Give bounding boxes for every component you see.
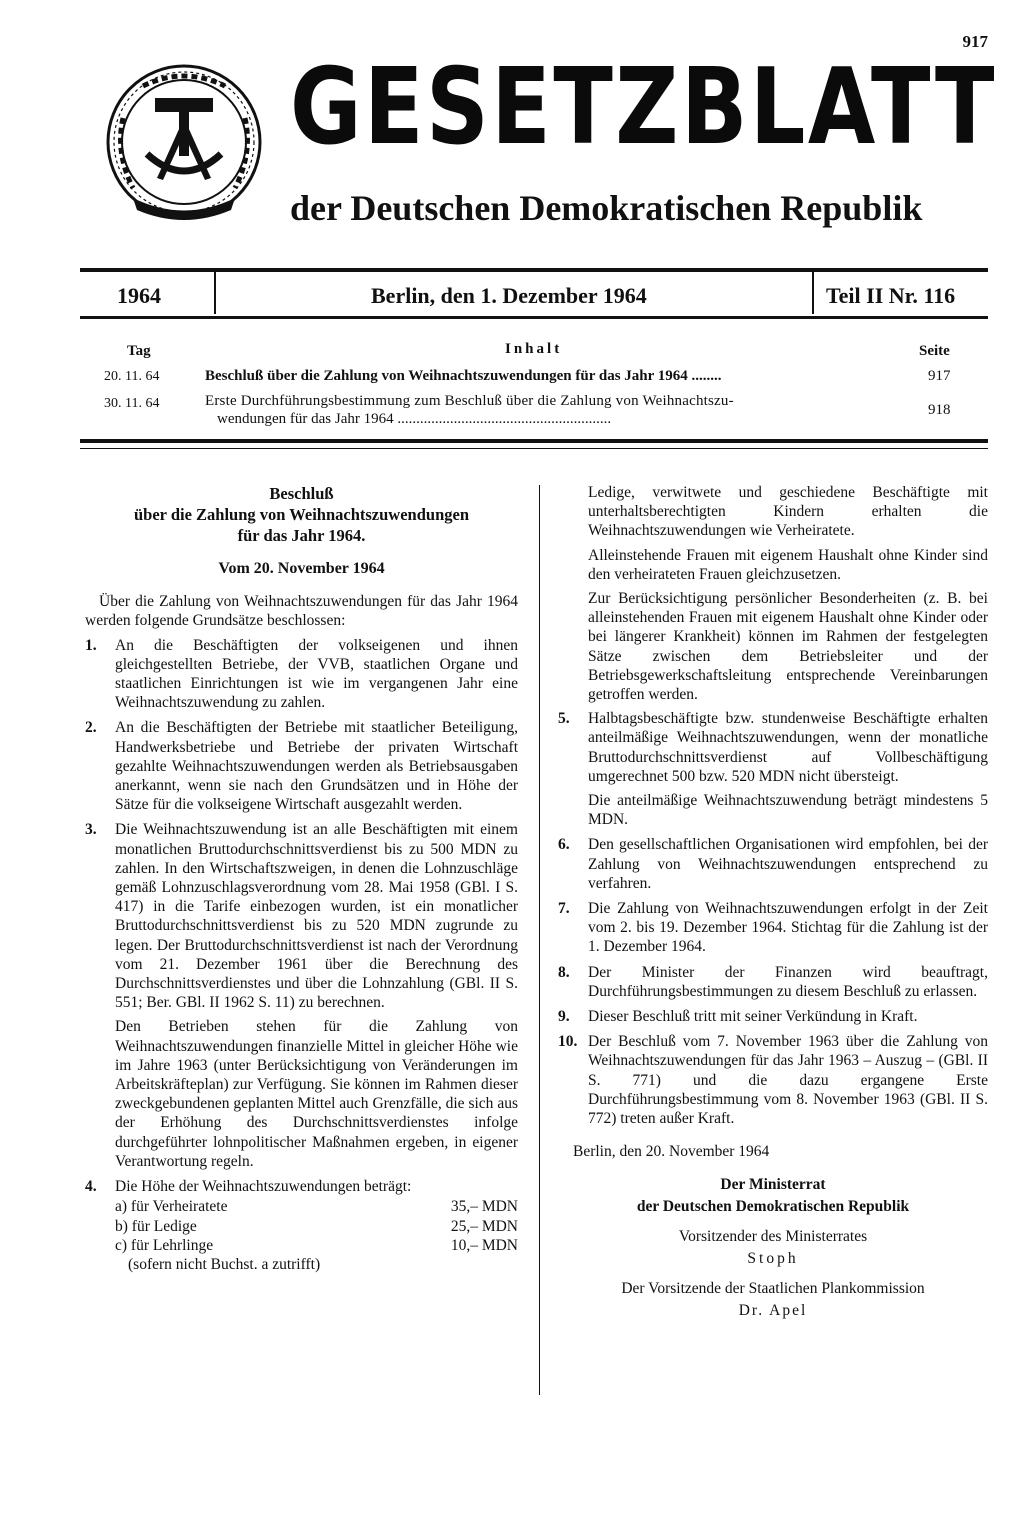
toc-page: 918 bbox=[928, 402, 951, 418]
toc-entry: Erste Durchführungsbestimmung zum Beschluß über die Zahlung von Weihnachtszu- bbox=[205, 393, 734, 409]
publication-title: GESETZBLATT bbox=[290, 46, 997, 168]
list-item bbox=[85, 820, 518, 1171]
amount-label: b) für Ledige bbox=[115, 1217, 197, 1235]
item-text: An die Beschäftigten der volkseigenen und ihnen gleichgestellten Betriebe, der VVB, staatlichen Organe und staatlichen Einrichtungen ist wie im vergangenen Jahr eine Weihnachtszuwendung zu zahlen. bbox=[115, 636, 518, 712]
item-text: Halbtagsbeschäftigte bzw. stundenweise Beschäftigte erhalten anteilmäßige Weihnachtszuwendungen, wenn der monatliche Bruttodurchschnittsverdienst auf Vollbeschäftigung umgerechnet 500 bzw. 520 MDN nicht übersteigt. bbox=[588, 710, 988, 785]
item-number: 8. bbox=[558, 963, 570, 981]
item-number: 3. bbox=[85, 821, 97, 839]
toc-header-day: Tag bbox=[127, 343, 151, 359]
signature-block bbox=[558, 1174, 988, 1322]
list-item bbox=[558, 835, 988, 893]
item-number: 4. bbox=[85, 1178, 97, 1196]
signatory-body: Der Ministerrat bbox=[720, 1175, 826, 1193]
signing-place-date: Berlin, den 20. November 1964 bbox=[573, 1143, 770, 1161]
item-number: 9. bbox=[558, 1008, 570, 1026]
column-divider bbox=[539, 485, 540, 1395]
divider bbox=[214, 272, 216, 314]
signatory-role: Vorsitzender des Ministerrates bbox=[678, 1227, 868, 1245]
item-text: Die Höhe der Weihnachtszuwendungen beträgt: bbox=[115, 1178, 412, 1196]
list-item bbox=[85, 1177, 518, 1196]
paragraph: Zur Berücksichtigung persönlicher Besonderheiten (z. B. bei alleinstehenden Frauen mit eigenem Haushalt ohne Kinder oder bei längerer Krankheit) können im Rahmen der festgelegten Sätze zwischen dem Betriebsleiter und der Betriebsgewerkschaftsleitung entsprechende Vereinbarungen getroffen werden. bbox=[588, 590, 988, 704]
toc-page: 917 bbox=[928, 368, 951, 384]
divider bbox=[80, 316, 988, 319]
item-number: 7. bbox=[558, 900, 570, 918]
issue-year: 1964 bbox=[117, 283, 161, 308]
item-text: Der Minister der Finanzen wird beauftragt, Durchführungsbestimmungen zu diesem Beschluß zu erlassen. bbox=[588, 963, 988, 1000]
issue-date: Berlin, den 1. Dezember 1964 bbox=[371, 283, 647, 308]
paragraph: Ledige, verwitwete und geschiedene Beschäftigte mit unterhaltsberechtigten Kindern erhalten die Weihnachtszuwendungen wie Verheiratete. bbox=[588, 484, 988, 540]
item-text: Dieser Beschluß tritt mit seiner Verkündung in Kraft. bbox=[588, 1008, 918, 1026]
item-number: 10. bbox=[558, 1033, 578, 1051]
item-number: 1. bbox=[85, 636, 97, 654]
divider bbox=[80, 448, 988, 449]
intro-paragraph: Über die Zahlung von Weihnachtszuwendungen für das Jahr 1964 werden folgende Grundsätze beschlossen: bbox=[85, 593, 518, 630]
item-text: An die Beschäftigten der Betriebe mit staatlicher Beteiligung, Handwerksbetriebe und Betriebe der privaten Wirtschaft gezahlte Weihnachtszuwendungen werden als Betriebsausgaben anerkannt, wenn sie nach den Grundsätzen und in Höhe der Sätze für die volkseigene Wirtschaft ausgezahlt werden. bbox=[115, 719, 518, 814]
toc-header-page: Seite bbox=[919, 343, 950, 359]
item-text: Die Zahlung von Weihnachtszuwendungen erfolgt in der Zeit vom 2. bis 19. Dezember 1964. Stichtag für die Zahlung ist der 1. Dezember 1964. bbox=[588, 900, 988, 956]
list-item bbox=[85, 718, 518, 814]
signatory-role: Der Vorsitzende der Staatlichen Plankommission bbox=[621, 1279, 925, 1297]
item-text: Den gesellschaftlichen Organisationen wird empfohlen, bei der Zahlung von Weihnachtszuwendungen entsprechend zu verfahren. bbox=[588, 836, 988, 892]
right-column bbox=[558, 483, 988, 1322]
signatory-name: Dr. Apel bbox=[738, 1301, 808, 1319]
item-text: Die Weihnachtszuwendung ist an alle Beschäftigten mit einem monatlichen Bruttodurchschnittsverdienst bis zu 500 MDN zu zahlen. In den Wirtschaftszweigen, in denen die Lohnzuschläge gemäß Lohnzuschlagsverordnung vom 28. Mai 1958 (GBl. I S. 417) in die Tarife einbezogen wurden, ist ein monatlicher Bruttodurchschnittsverdienst bis zu 520 MDN zugrunde zu legen. Der Bruttodurchschnittsverdienst ist nach der Verordnung vom 21. Dezember 1961 über die Berechnung des Durchschnittsverdienstes und über die Lohnzahlung (GBl. II S. 551; Ber. GBl. II 1962 S. 11) zu berechnen. bbox=[115, 821, 518, 1012]
list-item bbox=[558, 1032, 988, 1128]
toc-date: 20. 11. 64 bbox=[104, 369, 160, 384]
continuation-block bbox=[558, 483, 988, 704]
item-text: Den Betrieben stehen für die Zahlung von Weihnachtszuwendungen finanzielle Mittel in gleicher Höhe wie im Jahre 1963 (unter Berücksichtigung von Veränderungen im Arbeitskräfteplan) zur Verfügung. Sie können im Rahmen dieser zweckgebundenen geplanten Mittel auch Grenzfälle, die sich aus der Erhöhung des Durchschnittsverdienstes infolge durchgeführter lohnpolitischer Maßnahmen ergeben, in eigener Verantwortung regeln. bbox=[115, 1018, 518, 1170]
list-item bbox=[558, 709, 988, 829]
item-text: Die anteilmäßige Weihnachtszuwendung beträgt mindestens 5 MDN. bbox=[588, 792, 988, 829]
amount-row bbox=[85, 1217, 518, 1236]
divider bbox=[80, 268, 988, 272]
issue-part: Teil II Nr. 116 bbox=[826, 283, 956, 308]
paragraph: Alleinstehende Frauen mit eigenem Haushalt ohne Kinder sind den verheirateten Frauen gleichzusetzen. bbox=[588, 546, 988, 583]
amount-label: c) für Lehrlinge bbox=[115, 1236, 214, 1254]
amount-value: 35,– MDN bbox=[450, 1198, 518, 1216]
amount-value: 25,– MDN bbox=[450, 1217, 518, 1235]
amount-value: 10,– MDN bbox=[450, 1236, 518, 1254]
toc-header-content: Inhalt bbox=[505, 341, 563, 357]
heading-line: für das Jahr 1964. bbox=[237, 526, 366, 545]
amount-row bbox=[85, 1236, 518, 1255]
toc-entry-continued: wendungen für das Jahr 1964 ......................................................... bbox=[217, 411, 612, 427]
publication-subtitle: der Deutschen Demokratischen Republik bbox=[290, 188, 923, 228]
left-column bbox=[85, 483, 518, 1274]
item-number: 6. bbox=[558, 836, 570, 854]
toc-date: 30. 11. 64 bbox=[104, 396, 160, 411]
decision-heading bbox=[85, 483, 518, 546]
decision-date: Vom 20. November 1964 bbox=[218, 560, 385, 577]
list-item bbox=[85, 636, 518, 713]
item-number: 2. bbox=[85, 719, 97, 737]
state-emblem-icon bbox=[103, 58, 265, 228]
page-number: 917 bbox=[962, 32, 988, 51]
list-item bbox=[558, 899, 988, 957]
list-item bbox=[558, 1007, 988, 1026]
heading-line: Beschluß bbox=[269, 484, 334, 503]
item-text: Der Beschluß vom 7. November 1963 über die Zahlung von Weihnachtszuwendungen für das Jahr 1963 – Auszug – (GBl. II S. 771) und die dazu ergangene Erste Durchführungsbestimmung vom 8. November 1963 (GBl. II S. 772) treten außer Kraft. bbox=[588, 1033, 988, 1128]
divider bbox=[80, 439, 988, 443]
toc-entry: Beschluß über die Zahlung von Weihnachtszuwendungen für das Jahr 1964 ........ bbox=[205, 368, 722, 384]
signatory-name: Stoph bbox=[747, 1249, 799, 1267]
list-item bbox=[558, 963, 988, 1001]
item-number: 5. bbox=[558, 710, 570, 728]
amount-row bbox=[85, 1197, 518, 1216]
heading-line: über die Zahlung von Weihnachtszuwendungen bbox=[134, 505, 469, 524]
amount-label: a) für Verheiratete bbox=[115, 1198, 228, 1216]
signatory-body: der Deutschen Demokratischen Republik bbox=[636, 1197, 910, 1215]
amount-note: (sofern nicht Buchst. a zutrifft) bbox=[128, 1255, 321, 1273]
divider bbox=[812, 272, 814, 314]
